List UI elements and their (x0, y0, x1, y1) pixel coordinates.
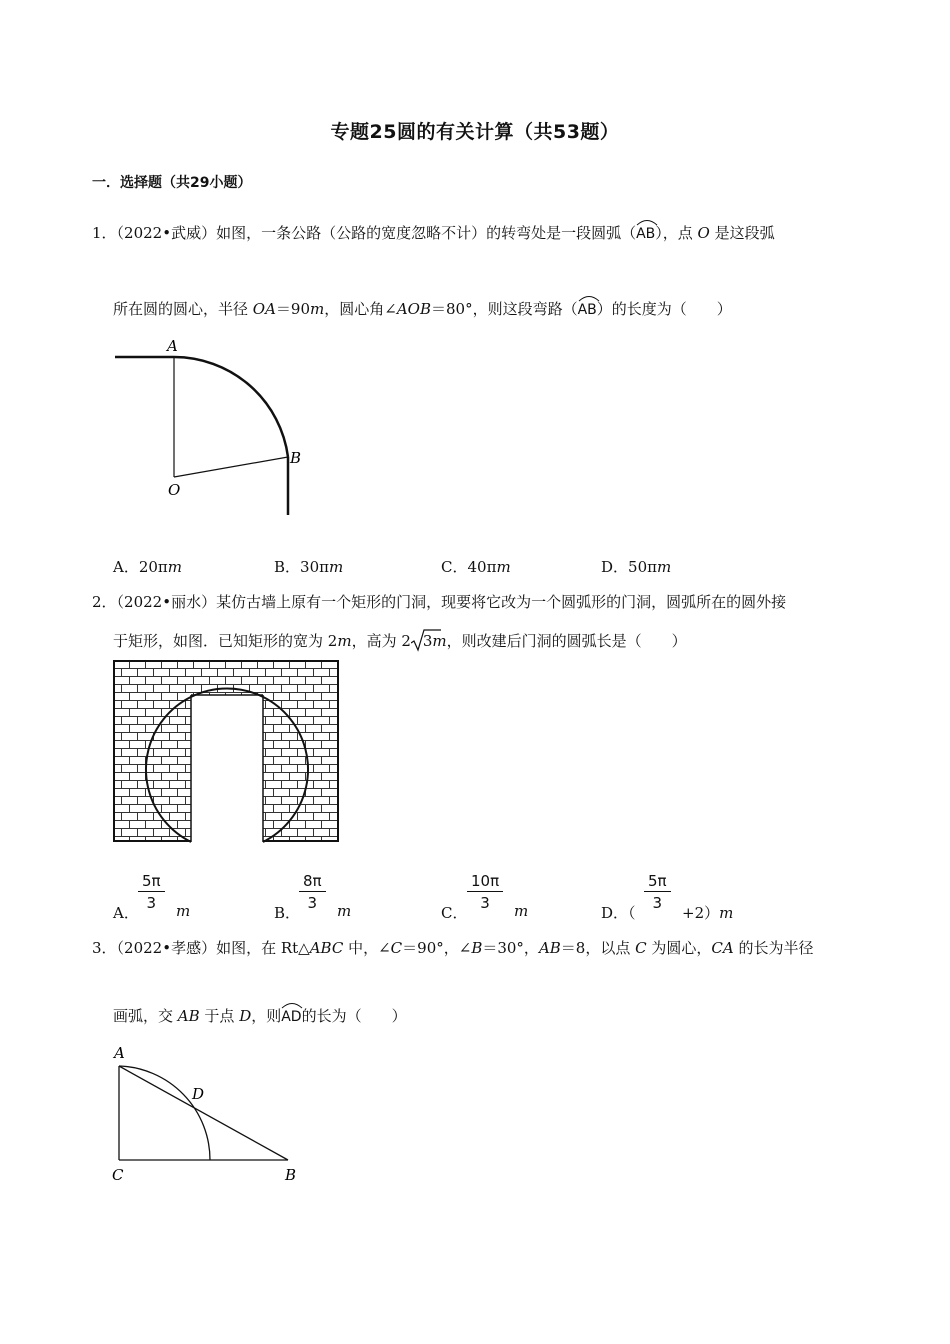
arc-ab-symbol: AB (578, 296, 597, 318)
q1-option-a[interactable]: A．20πm (113, 558, 183, 576)
arc-ab-symbol: AB (636, 220, 655, 242)
page-title: 专题25圆的有关计算（共53题） (330, 121, 620, 143)
q2-option-a[interactable]: A． (113, 904, 139, 922)
q3-line2: 画弧，交 AB 于点 D，则 AD的长为（ ） (113, 1003, 407, 1026)
q2-option-b-fraction: $\frac{8\pi}{3}$ (299, 872, 326, 912)
label-b: B (285, 1166, 297, 1184)
sqrt-3: 3 (411, 632, 433, 650)
q2-wall-figure (113, 660, 339, 843)
q2-option-c[interactable]: C． (441, 904, 468, 922)
label-a: A (167, 337, 178, 355)
section-heading: 一．选择题（共29小题） (92, 175, 252, 191)
label-b: B (290, 449, 302, 467)
q3-triangle-figure (108, 1042, 308, 1187)
q1-option-c[interactable]: C．40πm (441, 558, 511, 576)
q2-line2: 于矩形，如图．已知矩形的宽为 2m，高为 2 3m，则改建后门洞的圆弧长是（ ） (113, 632, 687, 650)
label-d: D (192, 1085, 205, 1103)
q1-road-figure (110, 335, 320, 520)
q1-line1: 1．（2022•武威）如图，一条公路（公路的宽度忽略不计）的转弯处是一段圆弧（ AB），点 O 是这段弧 (92, 220, 775, 243)
arc-ad-symbol: AD (281, 1003, 301, 1025)
q1-option-b[interactable]: B．30πm (274, 558, 344, 576)
q1-line2: 所在圆的圆心，半径 OA＝90m，圆心角∠AOB＝80°，则这段弯路（ AB）的长度为（ ） (113, 296, 732, 319)
q2-option-c-fraction: $\frac{10\pi}{3}$ (467, 872, 503, 912)
q3-line1: 3．（2022•孝感）如图，在 Rt△ABC 中，∠C＝90°，∠B＝30°，AB＝8，以点 C 为圆心，CA 的长为半径 (92, 939, 814, 957)
q2-line1: 2．（2022•丽水）某仿古墙上原有一个矩形的门洞，现要将它改为一个圆弧形的门洞，圆弧所在的圆外接 (92, 593, 787, 611)
q2-option-b[interactable]: B． (274, 904, 301, 922)
label-c: C (112, 1166, 124, 1184)
q1-option-d[interactable]: D．50πm (601, 558, 672, 576)
q2-option-a-fraction: $\frac{5\pi}{3}$ (138, 872, 165, 912)
q2-option-d[interactable]: D．（ (601, 904, 636, 922)
label-o: O (168, 481, 181, 499)
q2-option-d-fraction: $\frac{5\pi}{3}$ (644, 872, 671, 912)
label-a: A (114, 1044, 125, 1062)
